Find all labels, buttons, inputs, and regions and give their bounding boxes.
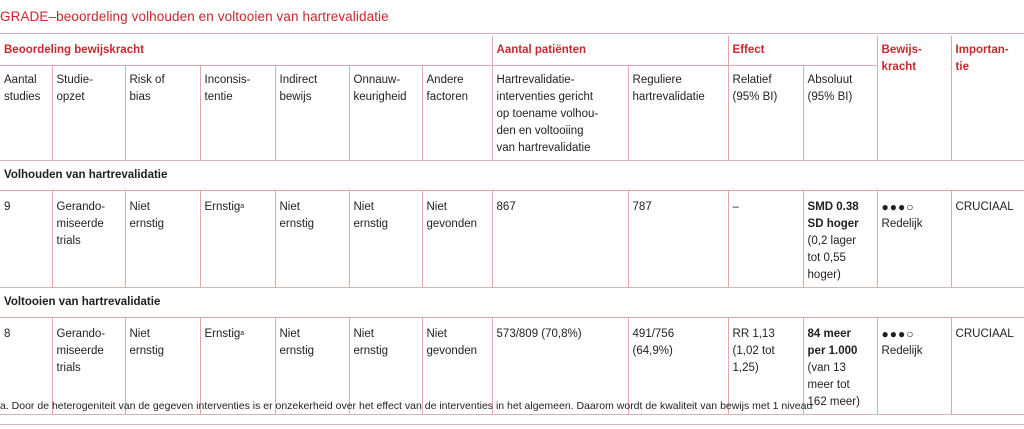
cell-bewijskracht <box>877 191 951 288</box>
col-aantal-studies: Aantal studies <box>0 66 52 161</box>
cell-interventie: 573/809 (70,8%) <box>492 318 628 415</box>
cell-onnauwkeurigheid: Niet ernstig <box>349 191 422 288</box>
cell-bias: Niet ernstig <box>125 318 200 415</box>
footnote-marker: a <box>240 330 245 337</box>
group-beoordeling: Beoordeling bewijskracht <box>0 36 492 66</box>
col-studie-opzet: Studie- opzet <box>52 66 125 161</box>
quality-dots-icon: ●●●○ <box>881 327 915 341</box>
cell-regulier: 787 <box>628 191 728 288</box>
cell-indirect: Niet ernstig <box>275 191 349 288</box>
group-bewijskracht: Bewijs- kracht <box>877 36 951 161</box>
cell-inconsistentie-value: Ernstig <box>204 201 241 213</box>
table-row <box>0 191 1024 288</box>
cell-absoluut <box>803 191 877 288</box>
group-effect: Effect <box>728 36 877 66</box>
col-hartrevalidatie-interventies: Hartrevalidatie- interventies gericht op toename volhou- den en voltooiing van hartrevalidatie <box>492 66 628 161</box>
section-title: Voltooien van hartrevalidatie <box>0 288 1024 318</box>
col-inconsistentie: Inconsis- tentie <box>200 66 275 161</box>
quality-label: Redelijk <box>881 345 923 357</box>
section-row-voltooien <box>0 288 1024 318</box>
cell-andere: Niet gevonden <box>422 191 492 288</box>
grade-table <box>0 36 1024 415</box>
bottom-divider <box>0 424 1024 425</box>
cell-absoluut <box>803 318 877 415</box>
quality-label: Redelijk <box>881 218 923 230</box>
cell-indirect: Niet ernstig <box>275 318 349 415</box>
quality-dots-icon: ●●●○ <box>881 200 915 214</box>
cell-interventie: 867 <box>492 191 628 288</box>
cell-relatief: – <box>728 191 803 288</box>
group-importantie: Importan- tie <box>951 36 1024 161</box>
footnote-marker: a <box>240 203 245 210</box>
absoluut-main: 84 meer per 1.000 <box>807 328 858 357</box>
cell-studies: 8 <box>0 318 52 415</box>
col-relatief: Relatief (95% BI) <box>728 66 803 161</box>
cell-importantie: CRUCIAAL <box>951 191 1024 288</box>
cell-inconsistentie <box>200 191 275 288</box>
title-divider <box>0 33 1024 34</box>
cell-regulier: 491/756 (64,9%) <box>628 318 728 415</box>
column-header-row <box>0 66 1024 161</box>
cell-relatief: RR 1,13 (1,02 tot 1,25) <box>728 318 803 415</box>
cell-bewijskracht <box>877 318 951 415</box>
group-header-row <box>0 36 1024 66</box>
section-title: Volhouden van hartrevalidatie <box>0 161 1024 191</box>
cell-andere: Niet gevonden <box>422 318 492 415</box>
cell-importantie: CRUCIAAL <box>951 318 1024 415</box>
col-risk-of-bias: Risk of bias <box>125 66 200 161</box>
col-absoluut: Absoluut (95% BI) <box>803 66 877 161</box>
group-aantal-patienten: Aantal patiënten <box>492 36 728 66</box>
absoluut-range: (0,2 lager tot 0,55 hoger) <box>807 235 857 281</box>
col-reguliere-hartrevalidatie: Reguliere hartrevalidatie <box>628 66 728 161</box>
cell-opzet: Gerando- miseerde trials <box>52 318 125 415</box>
table-title: GRADE–beoordeling volhouden en voltooien van hartrevalidatie <box>0 9 389 24</box>
cell-bias: Niet ernstig <box>125 191 200 288</box>
cell-inconsistentie-value: Ernstig <box>204 328 241 340</box>
col-indirect-bewijs: Indirect bewijs <box>275 66 349 161</box>
col-andere-factoren: Andere factoren <box>422 66 492 161</box>
cell-onnauwkeurigheid: Niet ernstig <box>349 318 422 415</box>
absoluut-main: SMD 0.38 SD hoger <box>807 201 859 230</box>
table-footnote: a. Door de heterogeniteit van de gegeven interventies is er onzekerheid over het effect van de interventies in het algemeen. Daarom wordt de kwaliteit van bewijs met 1 niveau <box>0 400 813 412</box>
section-row-volhouden <box>0 161 1024 191</box>
cell-opzet: Gerando- miseerde trials <box>52 191 125 288</box>
col-onnauwkeurigheid: Onnauw- keurigheid <box>349 66 422 161</box>
cell-studies: 9 <box>0 191 52 288</box>
absoluut-range: (van 13 meer tot 162 meer) <box>807 362 860 408</box>
